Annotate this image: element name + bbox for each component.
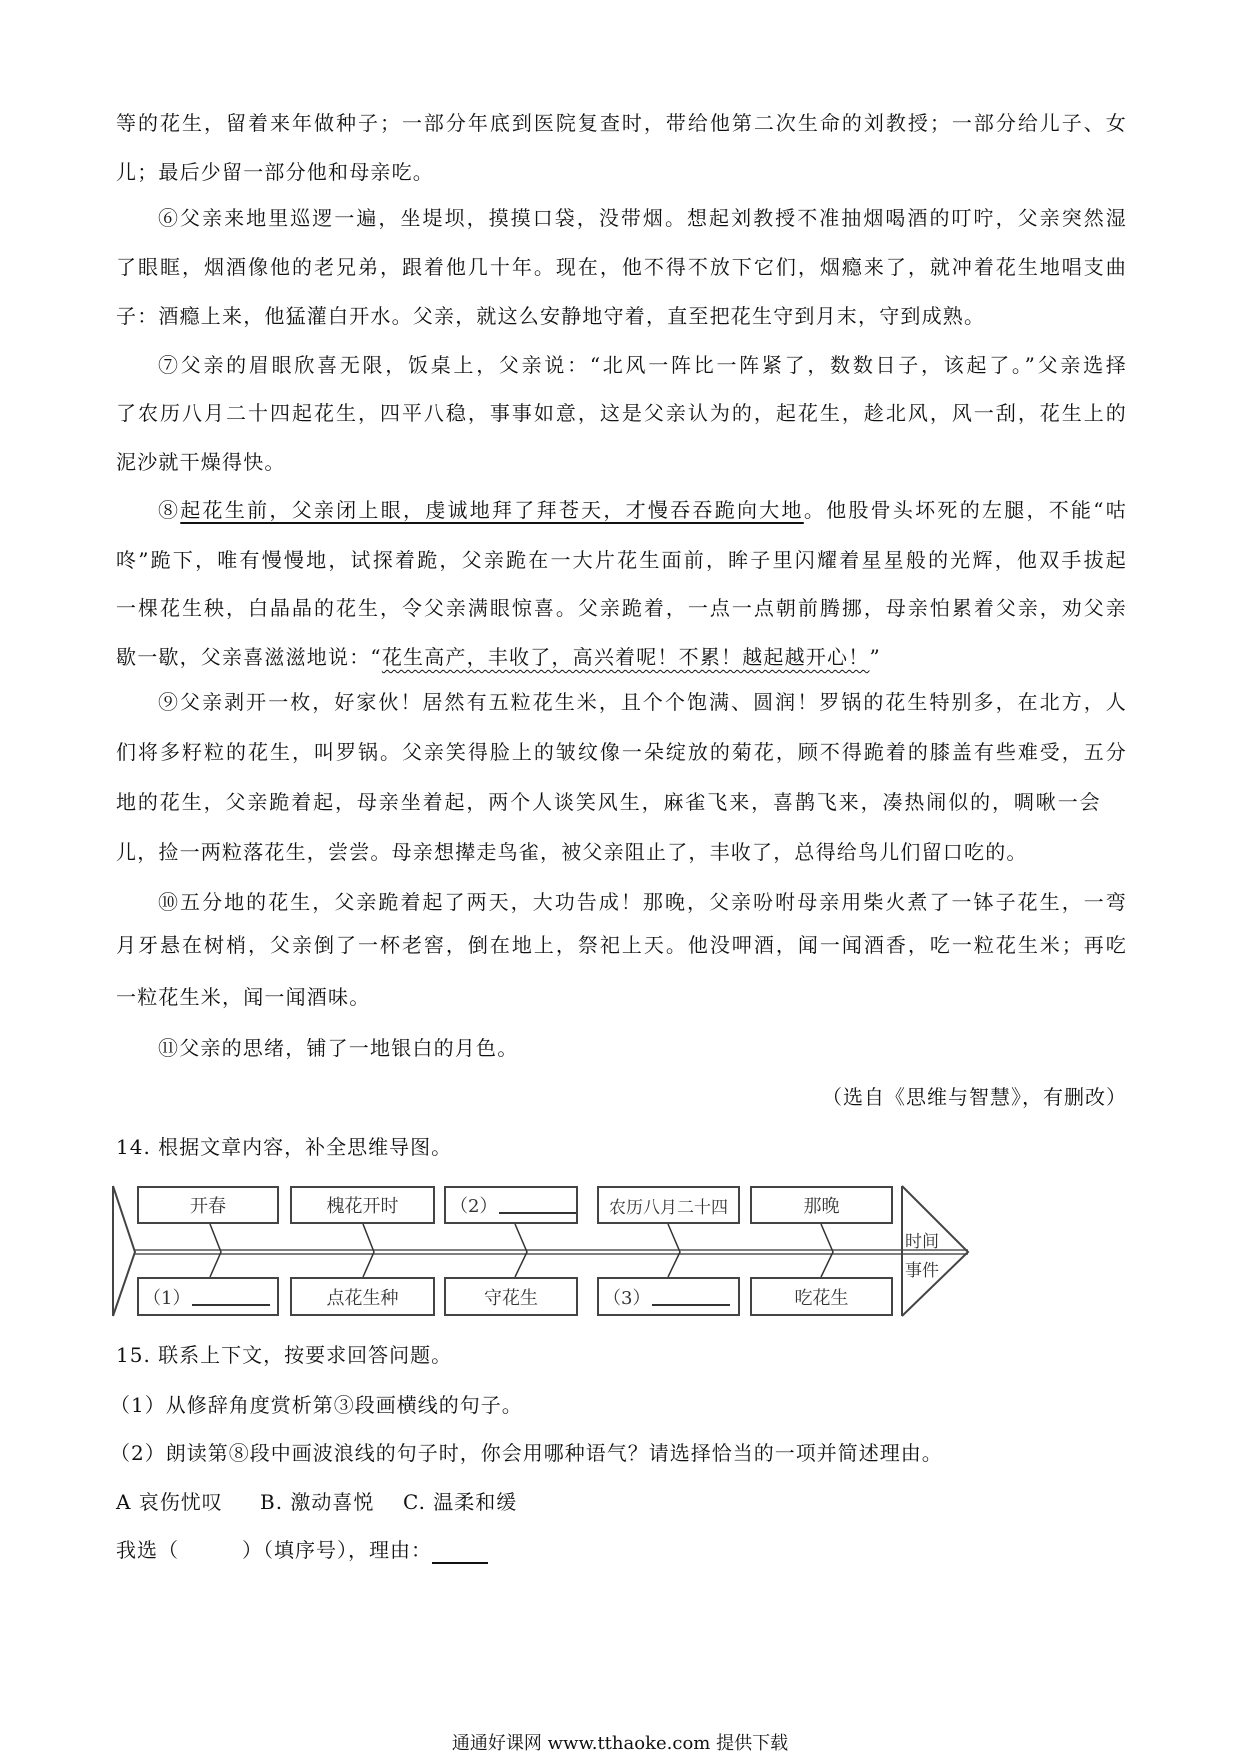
question-15-prompt: 15. 联系上下文，按要求回答问题。 <box>116 1343 453 1367</box>
answer-blank-3[interactable] <box>652 1288 730 1306</box>
paragraph-6-line: 了眼眶，烟酒像他的老兄弟，跟着他几十年。现在，他不得不放下它们，烟瘾来了，就冲着花生地唱支曲 <box>116 255 1127 279</box>
paragraph-8-line: 咚”跪下，唯有慢慢地，试探着跪，父亲跪在一大片花生面前，眸子里闪耀着星星般的光辉，他双手拔起 <box>116 548 1127 572</box>
option-a: A 哀伤忧叹 <box>116 1490 223 1514</box>
answer-blank-2[interactable] <box>499 1196 576 1214</box>
paragraph-7-line: ⑦父亲的眉眼欣喜无限，饭桌上，父亲说：“北风一阵比一阵紧了，数数日子，该起了。”父亲选择 <box>158 353 1127 377</box>
event-box-3: 守花生 <box>444 1277 578 1316</box>
paragraph-8-line: 一棵花生秧，白晶晶的花生，令父亲满眼惊喜。父亲跪着，一点一点朝前腾挪，母亲怕累着父亲，劝父亲 <box>116 596 1127 620</box>
time-box-3-blank[interactable]: （2） <box>444 1186 578 1224</box>
paragraph-number: ⑧ <box>158 498 181 522</box>
paragraph-7-line: 泥沙就干燥得快。 <box>116 450 286 474</box>
paragraph-10-line: 一粒花生米，闻一闻酒味。 <box>116 985 371 1009</box>
answer-line <box>116 1536 488 1564</box>
paragraph-9-line: 儿，捡一两粒落花生，尝尝。母亲想撵走鸟雀，被父亲阻止了，丰收了，总得给鸟儿们留口吃的。 <box>116 840 1028 864</box>
paragraph-9-line: 地的花生，父亲跪着起，母亲坐着起，两个人谈笑风生，麻雀飞来，喜鹊飞来，凑热闹似的，啁啾一会 <box>116 790 1102 814</box>
answer-blank-1[interactable] <box>192 1288 270 1306</box>
time-box-1: 开春 <box>137 1186 279 1224</box>
option-b: B. 激动喜悦 <box>260 1490 375 1514</box>
event-box-4-blank[interactable]: （3） <box>597 1277 740 1316</box>
event-box-5: 吃花生 <box>750 1277 893 1316</box>
axis-label-event: 事件 <box>905 1261 939 1281</box>
question-15-sub-1: （1）从修辞角度赏析第③段画横线的句子。 <box>110 1393 523 1417</box>
paragraph-7-line: 了农历八月二十四起花生，四平八稳，事事如意，这是父亲认为的，起花生，趁北风，风一刮，花生上的 <box>116 401 1127 425</box>
text-segment: ” <box>869 645 881 669</box>
reason-blank[interactable] <box>432 1540 488 1564</box>
text-segment: 歇一歇，父亲喜滋滋地说：“ <box>116 645 382 669</box>
wavy-underlined-sentence: 花生高产，丰收了，高兴着呢！不累！越起越开心！ <box>381 645 870 669</box>
question-15-sub-2: （2）朗读第⑧段中画波浪线的句子时，你会用哪种语气？请选择恰当的一项并简述理由。 <box>110 1441 943 1465</box>
paragraph-6-line: 子：酒瘾上来，他猛灌白开水。父亲，就这么安静地守着，直至把花生守到月末，守到成熟。 <box>116 304 986 328</box>
text-line: 等的花生，留着来年做种子；一部分年底到医院复查时，带给他第二次生命的刘教授；一部分给儿子、女 <box>116 111 1127 135</box>
axis-label-time: 时间 <box>905 1232 939 1252</box>
paragraph-9-line: ⑨父亲剥开一枚，好家伙！居然有五粒花生米，且个个饱满、圆润！罗锅的花生特别多，在北方，人 <box>158 690 1127 714</box>
text-segment: 。他股骨头坏死的左腿，不能“咕 <box>803 498 1127 522</box>
event-box-2: 点花生种 <box>290 1277 435 1316</box>
option-c: C. 温柔和缓 <box>403 1490 518 1514</box>
paragraph-11: ⑪父亲的思绪，铺了一地银白的月色。 <box>158 1036 519 1060</box>
paragraph-10-line: 月牙悬在树梢，父亲倒了一杯老窖，倒在地上，祭祀上天。他没呷酒，闻一闻酒香，吃一粒花生米；再吃 <box>116 933 1127 957</box>
answer-line-label: 我选（ ）（填序号），理由： <box>116 1538 432 1562</box>
time-box-4: 农历八月二十四 <box>597 1186 740 1224</box>
text-line: 儿；最后少留一部分他和母亲吃。 <box>116 160 434 184</box>
question-14-prompt: 14. 根据文章内容，补全思维导图。 <box>116 1135 453 1159</box>
time-box-2: 槐花开时 <box>290 1186 435 1224</box>
paragraph-6-line: ⑥父亲来地里巡逻一遍，坐堤坝，摸摸口袋，没带烟。想起刘教授不准抽烟喝酒的叮咛，父亲突然湿 <box>158 206 1127 230</box>
time-box-5: 那晚 <box>750 1186 893 1224</box>
paragraph-9-line: 们将多籽粒的花生，叫罗锅。父亲笑得脸上的皱纹像一朵绽放的菊花，顾不得跪着的膝盖有些难受，五分 <box>116 740 1127 764</box>
paragraph-10-line: ⑩五分地的花生，父亲跪着起了两天，大功告成！那晚，父亲吩咐母亲用柴火煮了一钵子花生，一弯 <box>158 890 1127 914</box>
footer: 通通好课网 www.tthaoke.com 提供下载 <box>451 1733 789 1754</box>
source-citation: （选自《思维与智慧》，有删改） <box>822 1085 1127 1109</box>
event-box-1-blank[interactable]: （1） <box>137 1277 279 1316</box>
underlined-sentence: 起花生前，父亲闭上眼，虔诚地拜了拜苍天，才慢吞吞跪向大地 <box>180 498 804 522</box>
